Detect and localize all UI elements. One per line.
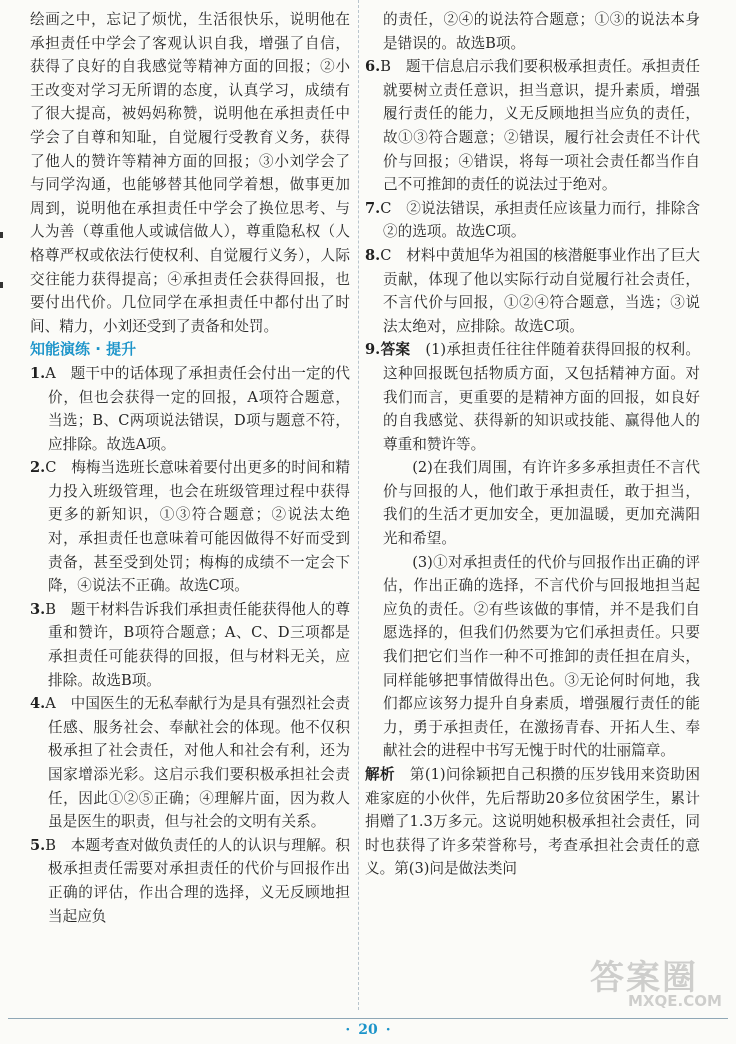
right-column: [365, 8, 700, 881]
watermark-url: MXQE.COM: [628, 992, 722, 1010]
analysis-label: 解析: [365, 766, 395, 783]
item-choice: A: [45, 695, 56, 713]
item-number: 9.: [365, 341, 381, 359]
item-number: 3.: [30, 600, 46, 618]
item-choice: C: [380, 246, 392, 264]
analysis-text: 第(1)问徐颖把自己积攒的压岁钱用来资助困难家庭的小伙伴，先后帮助20多位贫困学生，累计捐赠了1.3万多元。这说明她积极承担社会责任，同时也获得了许多荣誉称号，考查承担社会责任的意义。第(3)问是做法类问: [365, 766, 700, 878]
item-number: 8.: [365, 246, 381, 264]
q9-part-3: (3)①对承担责任的代价与回报作出正确的评估，作出正确的选择，不言代价与回报地担当起应负的责任。②有些该做的事情，并不是我们自愿选择的，但我们仍然要为它们承担责任。只要我们把它们当作一种不可推卸的责任担在肩头，同样能够把事情做得出色。③无论何时何地，我们都应该努力提升自身素质，增强履行责任的能力，勇于承担责任，在激扬青春、开拓人生、奉献社会的进程中书写无愧于时代的壮丽篇章。: [383, 553, 700, 760]
margin-mark: [0, 282, 3, 288]
item-explanation: ②说法错误，承担责任应该量力而行，排除含②的选项。故选C项。: [383, 199, 700, 241]
item-number: 7.: [365, 199, 381, 217]
answer-item-4: [30, 692, 350, 834]
q9-part-1: (1)承担责任往往伴随着获得回报的权利。这种回报既包括物质方面，又包括精神方面。对我们而言，更重要的是精神方面的回报，如良好的自我感觉、获得新的知识或技能、赢得他人的尊重和赞许等。: [383, 341, 700, 453]
answer-item-3: [30, 598, 350, 692]
item-explanation: 题干中的话体现了承担责任会付出一定的代价，但也会获得一定的回报，A项符合题意，当选；B、C两项说法错误，D项与题意不符，应排除。故选A项。: [48, 364, 350, 453]
left-column: [30, 8, 350, 928]
previous-answer-continuation: 绘画之中，忘记了烦忧，生活很快乐，说明他在承担责任中学会了客观认识自我，增强了自信，获得了良好的自我感觉等精神方面的回报；②小王改变对学习无所谓的态度，认真学习，成绩有了很大提高，被妈妈称赞，说明他在承担责任中学会了自尊和知耻，自觉履行受教育义务，获得了他人的赞许等精神方面的回报；③小刘学会了与同学沟通，也能够替其他同学着想，做事更加周到，说明他在承担责任中学会了换位思考、与人为善（尊重他人或诚信做人），尊重隐私权（人格尊严权或依法行使权利、自觉履行义务），人际交往能力获得提高；④承担责任会获得回报，也要付出代价。几位同学在承担责任中都付出了时间、精力，小刘还受到了责备和处罚。: [30, 11, 350, 335]
page-dot-left: ·: [345, 1022, 351, 1038]
item-choice: A: [45, 364, 56, 382]
answer-item-5: [30, 834, 350, 928]
item-choice: B: [45, 600, 56, 618]
answer-item-2: [30, 456, 350, 598]
watermark-text: 答案圈: [590, 958, 698, 998]
answer-item-1: [30, 362, 350, 456]
q9-analysis: [365, 763, 700, 881]
item-explanation: 材料中黄旭华为祖国的核潜艇事业作出了巨大贡献，体现了他以实际行动自觉履行社会责任，不言代价与回报，①②④符合题意，当选；③说法太绝对，应排除。故选C项。: [383, 246, 700, 335]
item-explanation: 题干材料告诉我们承担责任能获得他人的尊重和赞许，B项符合题意；A、C、D三项都是承担责任可能获得的回报，但与材料无关，应排除。故选B项。: [48, 600, 350, 689]
item-number: 5.: [30, 836, 46, 854]
item-number: 2.: [30, 459, 46, 477]
q9-part-2: (2)在我们周围，有许许多多承担责任不言代价与回报的人，他们敢于承担责任，敢于担当，我们的生活才更加安全，更加温暖，更加充满阳光和希望。: [383, 459, 700, 548]
item-number: 4.: [30, 695, 46, 713]
item-choice: C: [380, 199, 392, 217]
page-dot-right: ·: [385, 1022, 391, 1038]
page-number-value: 20: [358, 1022, 378, 1038]
item-number: 1.: [30, 364, 46, 382]
answer-label: 答案: [380, 341, 411, 359]
watermark-logo: [578, 948, 728, 1014]
item-explanation: 中国医生的无私奉献行为是具有强烈社会责任感、服务社会、奉献社会的体现。他不仅积极承担了社会责任，对他人和社会有利，还为国家增添光彩。这启示我们要积极承担社会责任，因此①②⑤正确；④理解片面，因为救人虽是医生的职责，但与社会的文明有关系。: [48, 695, 350, 831]
section-title: 知能演练 · 提升: [30, 340, 137, 359]
answer-item-8: [365, 244, 700, 338]
item-number: 6.: [365, 58, 381, 76]
item-5-continuation: 的责任，②④的说法符合题意；①③的说法本身是错误的。故选B项。: [383, 11, 700, 52]
item-choice: B: [380, 58, 391, 76]
answer-item-6: [365, 55, 700, 197]
column-divider: [358, 0, 359, 1010]
answer-item-7: [365, 197, 700, 244]
answer-item-9: [365, 338, 700, 456]
item-choice: B: [45, 836, 56, 854]
item-explanation: 本题考查对做负责任的人的认识与理解。积极承担责任需要对承担责任的代价与回报作出正确的评估，作出合理的选择，义无反顾地担当起应负: [48, 836, 350, 925]
item-explanation: 梅梅当选班长意味着要付出更多的时间和精力投入班级管理，也会在班级管理过程中获得更多的新知识，①③符合题意；②说法太绝对，承担责任也意味着可能因做得不好而受到责备，甚至受到处罚；梅梅的成绩不一定会下降，④说法不正确。故选C项。: [48, 459, 350, 595]
footer-rule: [8, 1018, 728, 1019]
page-number: [0, 1022, 736, 1038]
item-choice: C: [45, 459, 57, 477]
margin-mark: [0, 232, 3, 238]
item-explanation: 题干信息启示我们要积极承担责任。承担责任就要树立责任意识，担当意识，提升素质，增强履行责任的能力，义无反顾地担当应负的责任，故①③符合题意；②错误，履行社会责任不计代价与回报；④错误，将每一项社会责任都当作自己不可推卸的责任的说法过于绝对。: [383, 58, 700, 194]
